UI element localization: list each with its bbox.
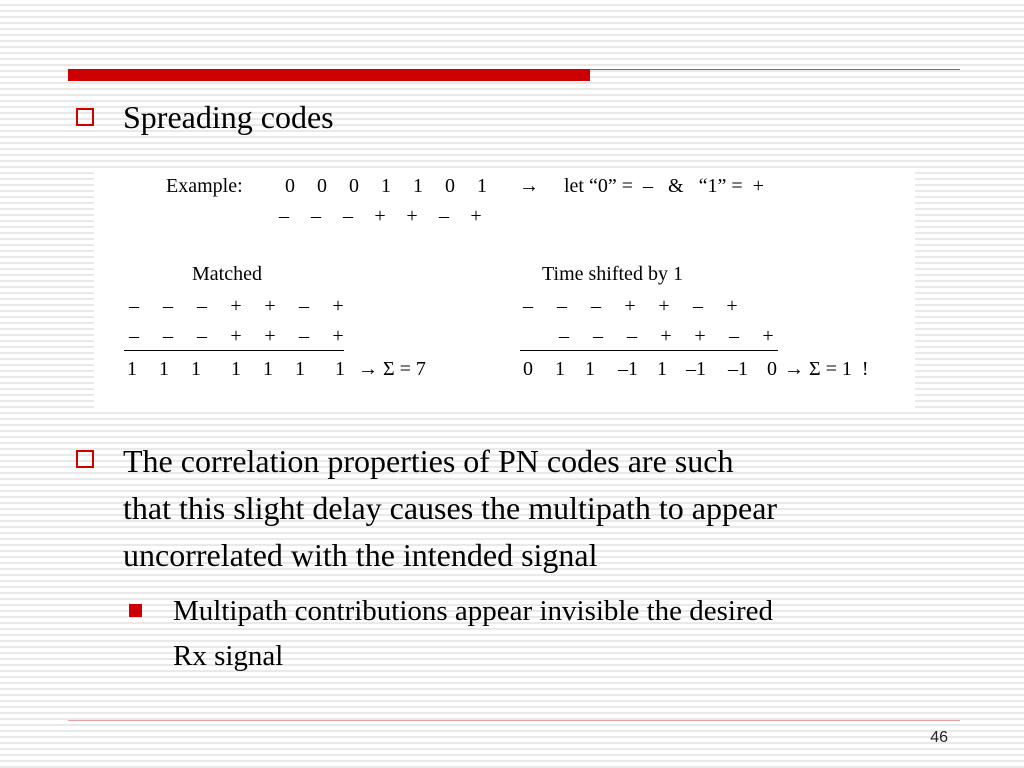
matched-product: 1 [191,358,201,380]
bullet-2-line: that this slight delay causes the multipath to appear [123,490,778,526]
matched-sign: – [197,295,207,317]
shifted-sign: – [729,325,739,347]
shifted-product: –1 [686,358,706,380]
matched-sign: + [264,295,276,317]
shifted-product: –1 [728,358,748,380]
shifted-sign: + [660,325,672,347]
matched-sign: + [332,325,344,347]
example-bit: 0 [285,175,295,197]
matched-sign: – [163,325,173,347]
matched-sign: + [230,295,242,317]
shifted-sum-rule [520,350,778,351]
shifted-sign: – [559,325,569,347]
footer-line [68,720,960,721]
shifted-sign: + [658,295,670,317]
example-sign: + [374,205,386,227]
matched-product: 1 [263,358,273,380]
matched-sign: + [230,325,242,347]
shifted-product: 0 [523,358,533,380]
shifted-sign: – [693,295,703,317]
bullet-1-text: Spreading codes [123,99,334,135]
shifted-product: 1 [585,358,595,380]
sub-bullet-line: Multipath contributions appear invisible the desired [173,595,774,627]
shifted-product: 1 [657,358,667,380]
shifted-row-1 [518,294,748,318]
matched-product: 1 [335,358,345,380]
title-accent-bar [68,69,590,81]
matched-title: Matched [192,263,262,285]
matched-product: 1 [295,358,305,380]
matched-row-2 [124,324,354,348]
matched-sum-rule [124,350,344,351]
example-bit: 1 [381,175,391,197]
example-mapping: let “0” = – & “1” = + [564,175,764,197]
shifted-sign: – [523,295,533,317]
title-accent-line [590,69,960,70]
example-bits-row [280,174,510,198]
matched-product: 1 [231,358,241,380]
matched-product: 1 [127,358,137,380]
shifted-product: –1 [618,358,638,380]
matched-product: 1 [159,358,169,380]
bullet-2-line: uncorrelated with the intended signal [123,537,598,573]
example-bit: 0 [445,175,455,197]
sub-bullet-line: Rx signal [173,640,284,672]
shifted-sum: → Σ = 1 ! [784,358,869,380]
shifted-result-row [518,357,788,381]
example-bit: 1 [477,175,487,197]
shifted-product: 0 [767,358,777,380]
example-label: Example: [166,175,243,197]
bullet-1-marker-icon [76,108,94,126]
sub-bullet-marker-icon [129,604,142,617]
shifted-sign: – [593,325,603,347]
matched-sign: – [299,325,309,347]
shifted-title: Time shifted by 1 [542,263,683,285]
matched-sign: – [129,295,139,317]
matched-row-1 [124,294,354,318]
shifted-sign: – [591,295,601,317]
shifted-sign: – [557,295,567,317]
example-bit: 0 [349,175,359,197]
shifted-sign: + [726,295,738,317]
shifted-sign: + [624,295,636,317]
bullet-2-marker-icon [76,450,94,468]
example-sign: + [470,205,482,227]
example-sign: + [406,205,418,227]
matched-result-row [122,357,362,381]
matched-sign: + [332,295,344,317]
example-sign: – [343,205,353,227]
example-bit: 0 [317,175,327,197]
matched-sum: → Σ = 7 [358,358,426,380]
page-number: 46 [930,729,948,746]
matched-sign: – [197,325,207,347]
spreading-code-example-figure [94,170,915,411]
matched-sign: – [299,295,309,317]
example-sign: – [311,205,321,227]
matched-sign: + [264,325,276,347]
shifted-sign: + [694,325,706,347]
shifted-sign: + [762,325,774,347]
shifted-row-2 [554,324,784,348]
example-signs-row [274,204,504,228]
example-sign: – [439,205,449,227]
bullet-2-line: The correlation properties of PN codes are such [123,443,734,479]
shifted-sign: – [627,325,637,347]
example-arrow: → [519,175,539,197]
matched-sign: – [163,295,173,317]
matched-sign: – [129,325,139,347]
example-bit: 1 [413,175,423,197]
shifted-product: 1 [555,358,565,380]
example-sign: – [279,205,289,227]
